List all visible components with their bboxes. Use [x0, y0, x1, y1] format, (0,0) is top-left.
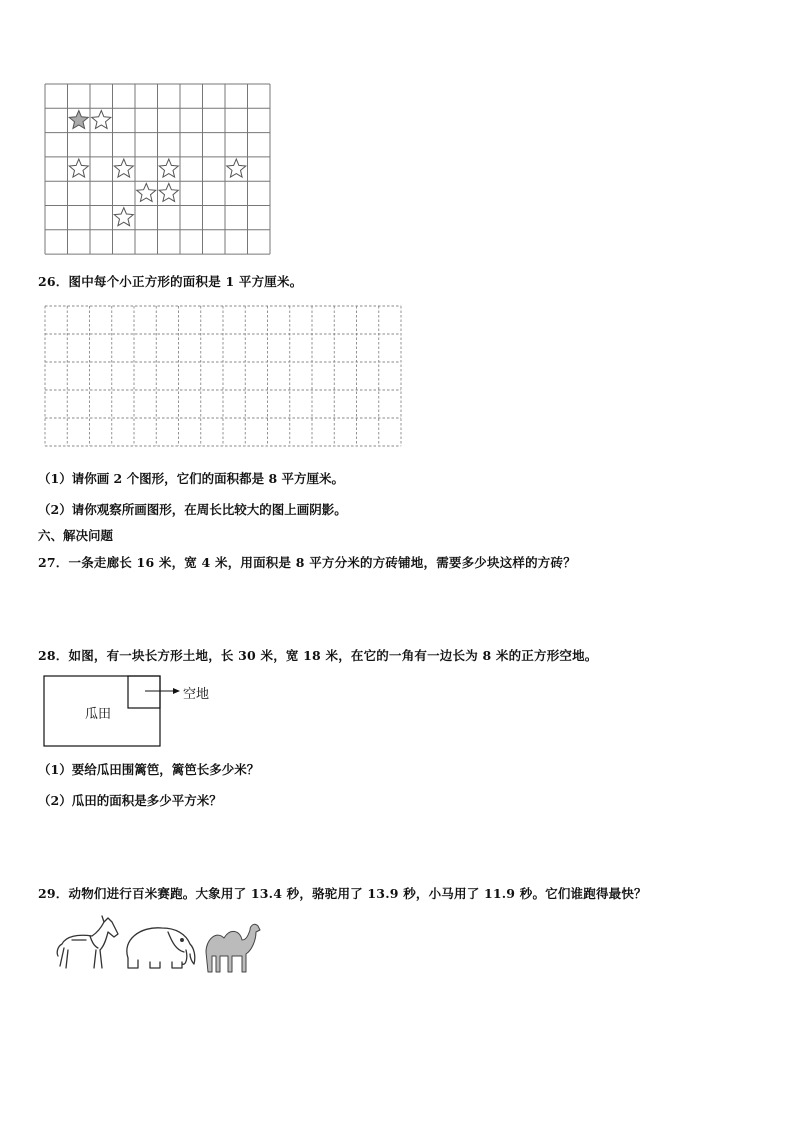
section-6-title: 六、解决问题: [38, 528, 114, 543]
q26-part2: （2）请你观察所画图形，在周长比较大的图上画阴影。: [38, 502, 347, 517]
q29-title: 29．动物们进行百米赛跑。大象用了 13.4 秒，骆驼用了 13.9 秒，小马用了 11.9 秒。它们谁跑得最快？: [38, 886, 647, 901]
horse-icon: [57, 916, 118, 968]
empty-land-label: 空地: [183, 687, 210, 702]
elephant-icon: [127, 928, 195, 968]
q26-title: 26．图中每个小正方形的面积是 1 平方厘米。: [38, 274, 303, 289]
q26-part1: （1）请你画 2 个图形，它们的面积都是 8 平方厘米。: [38, 471, 345, 486]
q27-title: 27．一条走廊长 16 米，宽 4 米，用面积是 8 平方分米的方砖铺地，需要多少块这样的方砖？: [38, 555, 576, 570]
q28-part2: （2）瓜田的面积是多少平方米？: [38, 793, 222, 808]
field-label: 瓜田: [85, 707, 112, 722]
q28-title: 28．如图，有一块长方形土地，长 30 米，宽 18 米，在它的一角有一边长为 8 米的正方形空地。: [38, 648, 598, 663]
q28-part1: （1）要给瓜田围篱笆，篱笆长多少米？: [38, 762, 260, 777]
camel-icon: [206, 924, 260, 972]
